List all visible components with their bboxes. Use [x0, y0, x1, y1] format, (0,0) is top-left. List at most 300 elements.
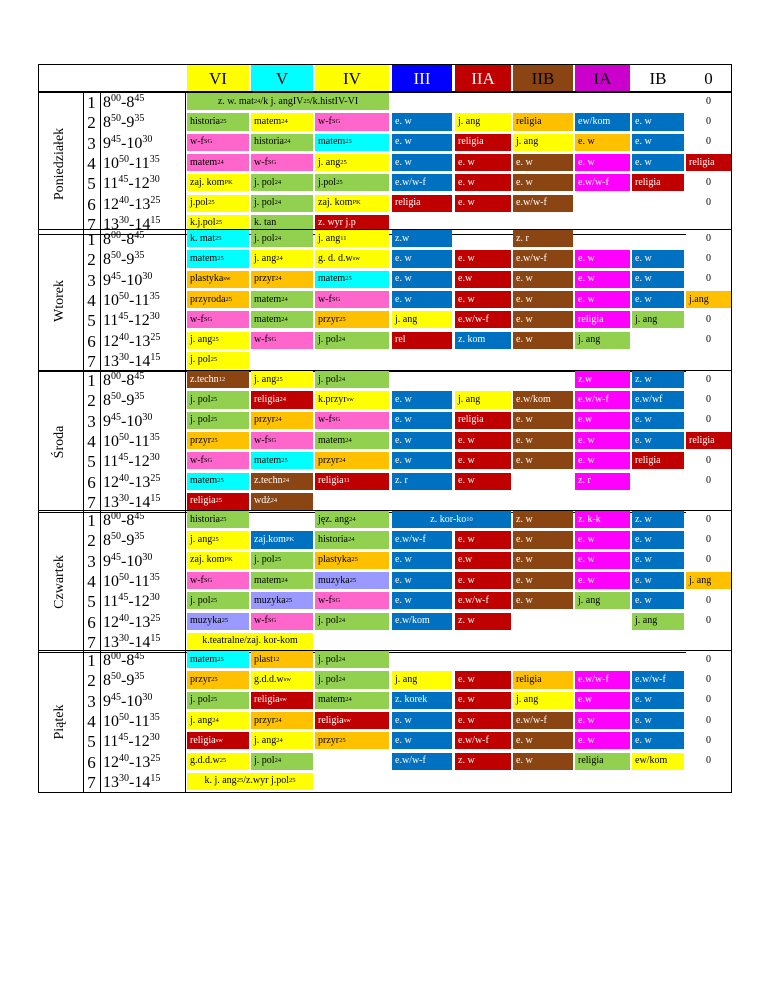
- lesson-cell: j. ang 25: [315, 154, 389, 171]
- lesson-cell: g.d.d.w sw: [251, 671, 313, 688]
- lesson-cell: e.w: [455, 271, 511, 288]
- lesson-cell: k. mat 25: [187, 230, 249, 247]
- lesson-cell: wdż 24: [251, 493, 313, 510]
- lesson-number: 4: [87, 290, 96, 310]
- lesson-cell: 0: [686, 93, 731, 110]
- lesson-cell: e. w: [513, 154, 573, 171]
- day-name: Piątek: [52, 704, 67, 740]
- lesson-cell: e. w: [455, 432, 511, 449]
- lesson-number: 3: [87, 411, 96, 431]
- lesson-cell: e.w/w-f: [392, 531, 452, 548]
- lesson-cell: 0: [686, 332, 731, 349]
- lesson-number: 7: [87, 351, 96, 371]
- lesson-cell: j. pol 24: [315, 371, 389, 388]
- lesson-number: 2: [87, 391, 96, 411]
- lesson-cell: e. w: [575, 271, 630, 288]
- lesson-time: $9^{45}-10^{30}$: [103, 691, 153, 710]
- lesson-cell: e.w/w-f: [575, 671, 630, 688]
- lesson-number: 5: [87, 311, 96, 331]
- lesson-cell: e. w: [513, 452, 573, 469]
- lesson-cell: g.d.d.w 25: [187, 753, 249, 770]
- lesson-cell: e. w: [392, 412, 452, 429]
- lesson-cell: e. w: [455, 712, 511, 729]
- lesson-cell: e.w/w-f: [575, 391, 630, 408]
- class-header-iia: IIA: [455, 64, 511, 92]
- lesson-cell: j. pol 24: [315, 332, 389, 349]
- lesson-cell: z. w: [632, 371, 684, 388]
- lesson-number: 6: [87, 752, 96, 772]
- lesson-cell: 0: [686, 230, 731, 247]
- lesson-time: $12^{40}-13^{25}$: [103, 612, 161, 631]
- lesson-cell: e. w: [632, 154, 684, 171]
- lesson-time: $9^{45}-10^{30}$: [103, 270, 153, 289]
- lesson-cell: 0: [686, 412, 731, 429]
- lesson-cell: e. w: [392, 572, 452, 589]
- lesson-number: 7: [87, 214, 96, 234]
- lesson-cell: j. pol 24: [315, 671, 389, 688]
- class-header-iii: III: [392, 64, 452, 92]
- lesson-cell: e.w: [575, 412, 630, 429]
- lesson-cell: matem 24: [251, 572, 313, 589]
- lesson-time: $12^{40}-13^{25}$: [103, 472, 161, 491]
- day-separator: [185, 229, 186, 372]
- lesson-cell: k.teatralne/zaj. kor-kom: [187, 633, 313, 650]
- lesson-cell: przyr 24: [251, 712, 313, 729]
- lesson-cell: j. ang: [513, 692, 573, 709]
- lesson-cell: w-f SG: [315, 412, 389, 429]
- lesson-cell: matem 24: [315, 432, 389, 449]
- header-frame: [38, 64, 732, 92]
- lesson-cell: e. w: [632, 113, 684, 130]
- lesson-time: $8^{50}-9^{35}$: [103, 671, 145, 690]
- class-header-iib: IIB: [513, 64, 573, 92]
- lesson-cell: e. w: [455, 154, 511, 171]
- lesson-cell: e. w: [632, 412, 684, 429]
- lesson-cell: z.w: [575, 371, 630, 388]
- lesson-cell: e.w/w-f: [455, 592, 511, 609]
- lesson-cell: zaj. kom PK: [315, 195, 389, 212]
- lesson-time: $8^{00}-8^{45}$: [103, 651, 145, 669]
- lesson-cell: e. w: [392, 732, 452, 749]
- day-name: Wtorek: [52, 279, 67, 322]
- lesson-cell: matem 24: [187, 154, 249, 171]
- lesson-cell: e. w: [392, 271, 452, 288]
- lesson-time: $9^{45}-10^{30}$: [103, 551, 153, 570]
- lesson-cell: religia: [513, 671, 573, 688]
- lesson-cell: e. w: [513, 291, 573, 308]
- lesson-cell: matem 24: [251, 291, 313, 308]
- lesson-cell: 0: [686, 174, 731, 191]
- lesson-cell: j. ang 24: [251, 250, 313, 267]
- lesson-time: $8^{00}-8^{45}$: [103, 371, 145, 389]
- lesson-cell: j. ang: [455, 113, 511, 130]
- lesson-cell: e. w: [392, 452, 452, 469]
- lesson-cell: e.w/w-f: [455, 732, 511, 749]
- day-separator: [100, 650, 101, 793]
- lesson-number: 3: [87, 691, 96, 711]
- lesson-number: 5: [87, 452, 96, 472]
- lesson-time: $11^{45}-12^{30}$: [103, 452, 160, 471]
- lesson-cell: z. r: [513, 230, 573, 247]
- lesson-cell: matem 25: [315, 134, 389, 151]
- lesson-number: 1: [87, 651, 96, 670]
- lesson-cell: w-f SG: [251, 332, 313, 349]
- lesson-cell: religia sw: [187, 732, 249, 749]
- lesson-cell: z. w. mat 24 /k j. angIV 25 /k.histIV-VI: [187, 93, 389, 110]
- lesson-cell: matem 24: [315, 692, 389, 709]
- lesson-cell: j. pol 25: [187, 412, 249, 429]
- lesson-cell: e. w: [513, 412, 573, 429]
- lesson-cell: j. pol 25: [187, 692, 249, 709]
- day-separator: [100, 92, 101, 235]
- lesson-cell: w-f SG: [187, 572, 249, 589]
- lesson-cell: e. w: [575, 250, 630, 267]
- lesson-cell: k. tan: [251, 215, 313, 232]
- lesson-cell: j. ang: [632, 311, 684, 328]
- lesson-cell: muzyka 25: [315, 572, 389, 589]
- lesson-cell: e.w/w-f: [513, 712, 573, 729]
- lesson-cell: religia: [632, 174, 684, 191]
- lesson-cell: w-f SG: [187, 452, 249, 469]
- lesson-cell: e. w: [575, 154, 630, 171]
- lesson-time: $8^{50}-9^{35}$: [103, 113, 145, 132]
- lesson-cell: religia: [575, 753, 630, 770]
- day-name: Poniedziałek: [52, 127, 67, 200]
- lesson-cell: e. w: [513, 311, 573, 328]
- lesson-cell: 0: [686, 195, 731, 212]
- lesson-cell: e. w: [632, 291, 684, 308]
- lesson-cell: zaj.kom PK: [251, 531, 313, 548]
- lesson-cell: e. w: [575, 552, 630, 569]
- lesson-cell: e. w: [632, 552, 684, 569]
- lesson-cell: e. w: [632, 271, 684, 288]
- day-separator: [185, 92, 186, 235]
- lesson-cell: e. w: [632, 592, 684, 609]
- lesson-cell: religia: [575, 311, 630, 328]
- lesson-cell: j. ang 24: [251, 732, 313, 749]
- lesson-cell: religia: [686, 432, 731, 449]
- lesson-cell: ew/kom: [575, 113, 630, 130]
- lesson-cell: z. r: [392, 473, 452, 490]
- lesson-cell: przyr 24: [251, 412, 313, 429]
- class-header-0: 0: [686, 64, 731, 92]
- lesson-time: $10^{50}-11^{35}$: [103, 153, 160, 172]
- lesson-cell: j. ang: [575, 332, 630, 349]
- lesson-cell: j.pol 25: [187, 195, 249, 212]
- lesson-cell: e. w: [513, 572, 573, 589]
- lesson-cell: e. w: [513, 531, 573, 548]
- lesson-cell: e. w: [575, 732, 630, 749]
- lesson-number: 5: [87, 732, 96, 752]
- lesson-cell: e. w: [392, 391, 452, 408]
- lesson-time: $11^{45}-12^{30}$: [103, 311, 160, 330]
- lesson-cell: e. w: [632, 250, 684, 267]
- lesson-cell: e.w/w-f: [392, 753, 452, 770]
- lesson-cell: e. w: [632, 531, 684, 548]
- lesson-cell: e. w: [632, 732, 684, 749]
- lesson-cell: j. pol 25: [187, 352, 249, 369]
- lesson-cell: 0: [686, 113, 731, 130]
- lesson-time: $10^{50}-11^{35}$: [103, 711, 160, 730]
- lesson-cell: j. pol 24: [315, 651, 389, 668]
- lesson-time: $11^{45}-12^{30}$: [103, 592, 160, 611]
- lesson-cell: religia 11: [315, 473, 389, 490]
- lesson-cell: e.w/w-f: [575, 174, 630, 191]
- lesson-cell: e. w: [513, 592, 573, 609]
- lesson-time: $13^{30}-14^{15}$: [103, 772, 161, 791]
- lesson-cell: e. w: [455, 174, 511, 191]
- lesson-cell: j. pol 25: [187, 391, 249, 408]
- lesson-cell: religia: [513, 113, 573, 130]
- lesson-cell: plastyka sw: [187, 271, 249, 288]
- lesson-cell: muzyka 25: [251, 592, 313, 609]
- lesson-cell: religia: [455, 134, 511, 151]
- lesson-cell: 0: [686, 271, 731, 288]
- lesson-cell: 0: [686, 592, 731, 609]
- lesson-cell: e. w: [513, 732, 573, 749]
- lesson-cell: j. ang 25: [251, 371, 313, 388]
- lesson-cell: z. k-k: [575, 511, 630, 528]
- lesson-cell: historia 24: [251, 134, 313, 151]
- lesson-cell: j. pol 25: [187, 592, 249, 609]
- lesson-number: 1: [87, 371, 96, 390]
- lesson-cell: j. pol 25: [251, 552, 313, 569]
- lesson-number: 1: [87, 230, 96, 249]
- lesson-time: $11^{45}-12^{30}$: [103, 174, 160, 193]
- lesson-cell: e. w: [392, 712, 452, 729]
- lesson-number: 6: [87, 331, 96, 351]
- lesson-time: $10^{50}-11^{35}$: [103, 571, 160, 590]
- lesson-number: 7: [87, 632, 96, 652]
- lesson-cell: g. d. d.w sw: [315, 250, 389, 267]
- lesson-number: 2: [87, 531, 96, 551]
- lesson-cell: 0: [686, 511, 731, 528]
- lesson-cell: e. w: [632, 692, 684, 709]
- lesson-cell: e. w: [392, 113, 452, 130]
- lesson-time: $13^{30}-14^{15}$: [103, 351, 161, 370]
- lesson-cell: w-f SG: [315, 113, 389, 130]
- lesson-cell: przyroda 25: [187, 291, 249, 308]
- lesson-cell: z.w: [392, 230, 452, 247]
- lesson-cell: religia: [392, 195, 452, 212]
- lesson-number: 6: [87, 472, 96, 492]
- lesson-cell: przyr 25: [187, 432, 249, 449]
- lesson-cell: plastyka 25: [315, 552, 389, 569]
- lesson-cell: j. ang: [632, 613, 684, 630]
- lesson-cell: 0: [686, 552, 731, 569]
- lesson-cell: z. kor-ko 10: [392, 511, 511, 528]
- lesson-cell: j. ang: [513, 134, 573, 151]
- lesson-number: 6: [87, 194, 96, 214]
- lesson-cell: 0: [686, 452, 731, 469]
- lesson-cell: matem 25: [315, 271, 389, 288]
- lesson-cell: j. pol 24: [251, 174, 313, 191]
- lesson-number: 1: [87, 93, 96, 112]
- lesson-cell: 0: [686, 613, 731, 630]
- lesson-cell: 0: [686, 391, 731, 408]
- lesson-cell: z. wyr j.p: [315, 215, 389, 232]
- lesson-cell: e. w: [575, 531, 630, 548]
- lesson-cell: e. w: [392, 291, 452, 308]
- lesson-cell: e. w: [392, 134, 452, 151]
- lesson-time: $13^{30}-14^{15}$: [103, 214, 161, 233]
- lesson-cell: historia 25: [187, 511, 249, 528]
- lesson-cell: e. w: [455, 572, 511, 589]
- lesson-cell: e. w: [632, 134, 684, 151]
- lesson-cell: j. ang: [455, 391, 511, 408]
- lesson-cell: k. j. ang 25 /z.wyr j.pol 25: [187, 773, 313, 790]
- day-separator: [100, 510, 101, 653]
- lesson-cell: e. w: [513, 432, 573, 449]
- class-header-vi: VI: [187, 64, 249, 92]
- lesson-cell: j. ang: [392, 311, 452, 328]
- lesson-cell: z. w: [455, 753, 511, 770]
- lesson-cell: religia: [686, 154, 731, 171]
- lesson-time: $8^{00}-8^{45}$: [103, 93, 145, 111]
- lesson-cell: j. ang 24: [187, 712, 249, 729]
- lesson-cell: z. kom: [455, 332, 511, 349]
- day-separator: [185, 370, 186, 513]
- lesson-cell: j. ang: [575, 592, 630, 609]
- lesson-cell: e. w: [513, 332, 573, 349]
- lesson-number: 2: [87, 671, 96, 691]
- lesson-cell: 0: [686, 651, 731, 668]
- lesson-cell: e. w: [575, 134, 630, 151]
- lesson-number: 5: [87, 592, 96, 612]
- day-name: Środa: [52, 425, 67, 458]
- lesson-cell: z. w: [513, 511, 573, 528]
- class-header-ia: IA: [575, 64, 630, 92]
- lesson-cell: e.w/kom: [392, 613, 452, 630]
- day-separator: [100, 229, 101, 372]
- lesson-cell: j. ang: [392, 671, 452, 688]
- lesson-cell: z.techn 24: [251, 473, 313, 490]
- lesson-cell: z. r: [575, 473, 630, 490]
- lesson-cell: 0: [686, 250, 731, 267]
- lesson-cell: religia sw: [315, 712, 389, 729]
- lesson-number: 4: [87, 711, 96, 731]
- lesson-time: $13^{30}-14^{15}$: [103, 492, 161, 511]
- lesson-cell: j.pol 25: [315, 174, 389, 191]
- lesson-number: 5: [87, 174, 96, 194]
- lesson-cell: religia sw: [251, 692, 313, 709]
- lesson-number: 4: [87, 431, 96, 451]
- lesson-cell: przyr 24: [315, 452, 389, 469]
- lesson-cell: e.w/wf: [632, 391, 684, 408]
- lesson-cell: w-f SG: [251, 432, 313, 449]
- lesson-cell: 0: [686, 371, 731, 388]
- lesson-cell: plast 12: [251, 651, 313, 668]
- lesson-cell: e.w: [575, 692, 630, 709]
- lesson-cell: e. w: [455, 473, 511, 490]
- lesson-cell: e. w: [455, 671, 511, 688]
- lesson-cell: matem 25: [187, 651, 249, 668]
- day-separator: [185, 650, 186, 793]
- lesson-cell: k.przyr sw: [315, 391, 389, 408]
- lesson-cell: e. w: [513, 174, 573, 191]
- lesson-cell: zaj. kom PK: [187, 174, 249, 191]
- lesson-cell: ew/kom: [632, 753, 684, 770]
- lesson-number: 1: [87, 511, 96, 530]
- lesson-cell: e. w: [575, 572, 630, 589]
- lesson-cell: w-f SG: [187, 134, 249, 151]
- lesson-number: 3: [87, 270, 96, 290]
- lesson-number: 3: [87, 551, 96, 571]
- lesson-cell: matem 25: [251, 452, 313, 469]
- lesson-cell: j. ang 11: [315, 230, 389, 247]
- lesson-number: 7: [87, 772, 96, 792]
- lesson-cell: e. w: [392, 552, 452, 569]
- lesson-time: $8^{50}-9^{35}$: [103, 531, 145, 550]
- lesson-number: 4: [87, 571, 96, 591]
- lesson-cell: e.w/w-f: [632, 671, 684, 688]
- lesson-cell: 0: [686, 692, 731, 709]
- lesson-cell: historia 25: [187, 113, 249, 130]
- lesson-cell: e. w: [632, 712, 684, 729]
- lesson-cell: religia: [632, 452, 684, 469]
- lesson-cell: e. w: [455, 452, 511, 469]
- lesson-cell: 0: [686, 712, 731, 729]
- lesson-cell: religia 24: [251, 391, 313, 408]
- lesson-cell: w-f SG: [315, 291, 389, 308]
- lesson-cell: 0: [686, 134, 731, 151]
- lesson-cell: przyr 25: [187, 671, 249, 688]
- lesson-time: $8^{50}-9^{35}$: [103, 391, 145, 410]
- lesson-time: $9^{45}-10^{30}$: [103, 411, 153, 430]
- lesson-number: 3: [87, 133, 96, 153]
- day-name: Czwartek: [52, 554, 67, 609]
- lesson-cell: j. pol 24: [251, 195, 313, 212]
- lesson-cell: e. w: [513, 552, 573, 569]
- lesson-cell: e. w: [513, 271, 573, 288]
- lesson-cell: e. w: [455, 195, 511, 212]
- lesson-number: 6: [87, 612, 96, 632]
- lesson-cell: e. w: [575, 452, 630, 469]
- lesson-cell: j. pol 24: [315, 613, 389, 630]
- day-separator: [100, 370, 101, 513]
- lesson-cell: j. ang 25: [187, 531, 249, 548]
- lesson-number: 2: [87, 113, 96, 133]
- lesson-cell: e. w: [575, 291, 630, 308]
- lesson-cell: zaj. kom PK: [187, 552, 249, 569]
- lesson-cell: 0: [686, 531, 731, 548]
- lesson-cell: e. w: [632, 572, 684, 589]
- lesson-cell: e. w: [455, 291, 511, 308]
- lesson-cell: przyr 25: [315, 732, 389, 749]
- lesson-cell: w-f SG: [315, 592, 389, 609]
- lesson-time: $8^{00}-8^{45}$: [103, 511, 145, 529]
- lesson-cell: rel: [392, 332, 452, 349]
- day-separator: [185, 510, 186, 653]
- lesson-cell: k.j.pol 25: [187, 215, 249, 232]
- lesson-cell: j. pol 24: [251, 753, 313, 770]
- lesson-time: $13^{30}-14^{15}$: [103, 632, 161, 651]
- lesson-time: $10^{50}-11^{35}$: [103, 290, 160, 309]
- lesson-time: $12^{40}-13^{25}$: [103, 752, 161, 771]
- lesson-cell: j. ang: [686, 572, 731, 589]
- lesson-cell: z. w: [632, 511, 684, 528]
- lesson-cell: muzyka 25: [187, 613, 249, 630]
- lesson-time: $10^{50}-11^{35}$: [103, 431, 160, 450]
- lesson-cell: e.w/kom: [513, 391, 573, 408]
- lesson-number: 7: [87, 492, 96, 512]
- lesson-number: 4: [87, 153, 96, 173]
- class-header-v: V: [251, 64, 313, 92]
- lesson-cell: z. korek: [392, 692, 452, 709]
- lesson-cell: j.ang: [686, 291, 731, 308]
- lesson-time: $11^{45}-12^{30}$: [103, 732, 160, 751]
- lesson-cell: e. w: [455, 692, 511, 709]
